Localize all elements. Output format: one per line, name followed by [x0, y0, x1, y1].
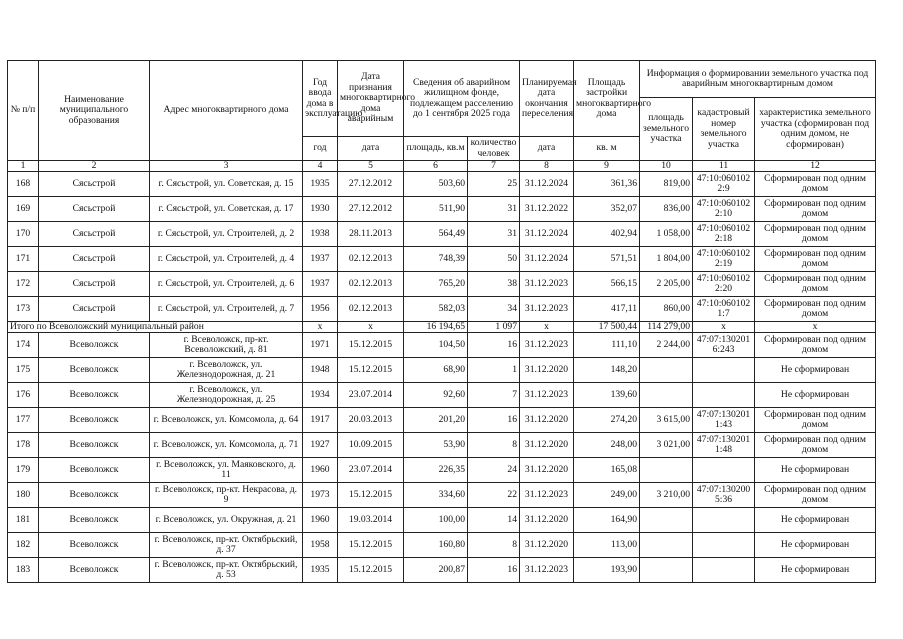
cell-municipality: Сясьстрой [39, 297, 150, 322]
table-row [8, 247, 876, 272]
cell-land-area: 3 021,00 [640, 433, 693, 458]
cell-area: 100,00 [404, 508, 468, 533]
cell-cadastral-number: 47:07:130201 1:43 [693, 408, 755, 433]
cell-planned-date: 31.12.2023 [520, 272, 574, 297]
total-cadastral: х [693, 322, 755, 333]
cell-row-number: 181 [8, 508, 39, 533]
col-number: 11 [693, 161, 755, 172]
cell-municipality: Всеволожск [39, 558, 150, 583]
cell-municipality: Всеволожск [39, 433, 150, 458]
header-address: Адрес многоквартирного дома [150, 61, 303, 161]
cell-year-built: 1937 [303, 272, 338, 297]
cell-area: 160,80 [404, 533, 468, 558]
cell-municipality: Всеволожск [39, 358, 150, 383]
cell-area: 582,03 [404, 297, 468, 322]
cell-land-characteristic: Сформирован под одним домом [755, 333, 876, 358]
cell-recognition-date: 27.12.2012 [338, 172, 404, 197]
header-planned-end: Планируемая дата окончания переселения [520, 61, 574, 137]
cell-address: г. Всеволожск, ул. Железнодорожная, д. 25 [150, 383, 303, 408]
cell-land-area: 860,00 [640, 297, 693, 322]
total-people: 1 097 [468, 322, 520, 333]
cell-row-number: 170 [8, 222, 39, 247]
header-year-built: Год ввода дома в эксплуатацию [303, 61, 338, 137]
total-year: х [303, 322, 338, 333]
cell-people-count: 1 [468, 358, 520, 383]
cell-address: г. Всеволожск, ул. Маяковского, д. 11 [150, 458, 303, 483]
cell-building-area: 249,00 [574, 483, 640, 508]
cell-people-count: 14 [468, 508, 520, 533]
cell-people-count: 7 [468, 383, 520, 408]
cell-year-built: 1938 [303, 222, 338, 247]
cell-planned-date: 31.12.2023 [520, 333, 574, 358]
cell-address: г. Всеволожск, пр-кт. Некрасова, д. 9 [150, 483, 303, 508]
cell-planned-date: 31.12.2020 [520, 433, 574, 458]
table-row [8, 433, 876, 458]
cell-land-characteristic: Сформирован под одним домом [755, 483, 876, 508]
cell-cadastral-number [693, 458, 755, 483]
cell-recognition-date: 15.12.2015 [338, 483, 404, 508]
cell-planned-date: 31.12.2020 [520, 458, 574, 483]
col-number: 5 [338, 161, 404, 172]
total-characteristic: х [755, 322, 876, 333]
cell-land-characteristic: Сформирован под одним домом [755, 433, 876, 458]
column-number-row [8, 161, 876, 172]
total-area: 16 194,65 [404, 322, 468, 333]
cell-building-area: 165,08 [574, 458, 640, 483]
cell-cadastral-number: 47:07:130201 1:48 [693, 433, 755, 458]
cell-address: г. Всеволожск, ул. Железнодорожная, д. 21 [150, 358, 303, 383]
cell-recognition-date: 15.12.2015 [338, 533, 404, 558]
emergency-housing-table [7, 60, 876, 583]
col-number: 2 [39, 161, 150, 172]
table-row [8, 508, 876, 533]
cell-address: г. Всеволожск, ул. Комсомола, д. 64 [150, 408, 303, 433]
cell-people-count: 24 [468, 458, 520, 483]
cell-row-number: 168 [8, 172, 39, 197]
cell-land-area: 819,00 [640, 172, 693, 197]
cell-land-area [640, 383, 693, 408]
table-row [8, 333, 876, 358]
cell-land-characteristic: Не сформирован [755, 458, 876, 483]
cell-row-number: 183 [8, 558, 39, 583]
cell-building-area: 148,20 [574, 358, 640, 383]
cell-land-area: 836,00 [640, 197, 693, 222]
cell-row-number: 177 [8, 408, 39, 433]
cell-municipality: Сясьстрой [39, 172, 150, 197]
table-row [8, 197, 876, 222]
total-land-area: 114 279,00 [640, 322, 693, 333]
header-cadastral: кадастровый номер земельного участка [693, 98, 755, 161]
cell-area: 511,90 [404, 197, 468, 222]
cell-row-number: 175 [8, 358, 39, 383]
cell-row-number: 179 [8, 458, 39, 483]
cell-municipality: Сясьстрой [39, 272, 150, 297]
cell-recognition-date: 27.12.2012 [338, 197, 404, 222]
total-date: х [338, 322, 404, 333]
cell-row-number: 169 [8, 197, 39, 222]
cell-address: г. Сясьстрой, ул. Советская, д. 15 [150, 172, 303, 197]
cell-planned-date: 31.12.2023 [520, 558, 574, 583]
cell-land-area: 3 210,00 [640, 483, 693, 508]
cell-cadastral-number: 47:10:060102 2:20 [693, 272, 755, 297]
cell-year-built: 1960 [303, 508, 338, 533]
col-number: 1 [8, 161, 39, 172]
col-number: 8 [520, 161, 574, 172]
table-row [8, 172, 876, 197]
cell-cadastral-number [693, 558, 755, 583]
cell-year-built: 1927 [303, 433, 338, 458]
table-row [8, 272, 876, 297]
cell-municipality: Сясьстрой [39, 222, 150, 247]
cell-building-area: 566,15 [574, 272, 640, 297]
cell-area: 104,50 [404, 333, 468, 358]
cell-year-built: 1956 [303, 297, 338, 322]
cell-building-area: 352,07 [574, 197, 640, 222]
cell-address: г. Всеволожск, ул. Комсомола, д. 71 [150, 433, 303, 458]
cell-address: г. Сясьстрой, ул. Строителей, д. 4 [150, 247, 303, 272]
col-number: 10 [640, 161, 693, 172]
cell-year-built: 1937 [303, 247, 338, 272]
total-planned: х [520, 322, 574, 333]
cell-cadastral-number: 47:10:060102 2:19 [693, 247, 755, 272]
cell-area: 53,90 [404, 433, 468, 458]
cell-building-area: 274,20 [574, 408, 640, 433]
cell-planned-date: 31.12.2023 [520, 483, 574, 508]
cell-cadastral-number: 47:10:060102 2:18 [693, 222, 755, 247]
cell-row-number: 173 [8, 297, 39, 322]
unit-people: количество человек [468, 137, 520, 161]
cell-people-count: 34 [468, 297, 520, 322]
cell-recognition-date: 28.11.2013 [338, 222, 404, 247]
header-emergency-info: Сведения об аварийном жилищном фонде, подлежащем расселению до 1 сентября 2025 года [404, 61, 520, 137]
cell-people-count: 25 [468, 172, 520, 197]
cell-land-area [640, 358, 693, 383]
col-number: 9 [574, 161, 640, 172]
header-land-char: характеристика земельного участка (сформирован под одним домом, не сформирован) [755, 98, 876, 161]
cell-area: 564,49 [404, 222, 468, 247]
cell-year-built: 1930 [303, 197, 338, 222]
total-building-area: 17 500,44 [574, 322, 640, 333]
cell-cadastral-number: 47:10:060102 1:7 [693, 297, 755, 322]
cell-address: г. Сясьстрой, ул. Советская, д. 17 [150, 197, 303, 222]
cell-land-characteristic: Не сформирован [755, 558, 876, 583]
cell-planned-date: 31.12.2020 [520, 508, 574, 533]
cell-building-area: 248,00 [574, 433, 640, 458]
cell-year-built: 1948 [303, 358, 338, 383]
cell-municipality: Всеволожск [39, 408, 150, 433]
unit-building: кв. м [574, 137, 640, 161]
cell-row-number: 182 [8, 533, 39, 558]
total-row [8, 322, 876, 333]
cell-recognition-date: 15.12.2015 [338, 558, 404, 583]
cell-land-area [640, 508, 693, 533]
cell-cadastral-number [693, 383, 755, 408]
cell-recognition-date: 15.12.2015 [338, 333, 404, 358]
cell-cadastral-number: 47:07:130201 6:243 [693, 333, 755, 358]
cell-land-characteristic: Не сформирован [755, 383, 876, 408]
header-building-area: Площадь застройки многоквартирного дома [574, 61, 640, 137]
cell-area: 201,20 [404, 408, 468, 433]
table-row [8, 458, 876, 483]
cell-people-count: 8 [468, 533, 520, 558]
cell-land-area [640, 533, 693, 558]
cell-municipality: Всеволожск [39, 533, 150, 558]
cell-land-characteristic: Сформирован под одним домом [755, 222, 876, 247]
cell-planned-date: 31.12.2023 [520, 297, 574, 322]
cell-building-area: 113,00 [574, 533, 640, 558]
cell-area: 226,35 [404, 458, 468, 483]
col-number: 12 [755, 161, 876, 172]
cell-building-area: 402,94 [574, 222, 640, 247]
cell-row-number: 172 [8, 272, 39, 297]
cell-address: г. Сясьстрой, ул. Строителей, д. 7 [150, 297, 303, 322]
header-recognition-date: Дата признания многоквартирного дома аварийным [338, 61, 404, 137]
cell-recognition-date: 02.12.2013 [338, 272, 404, 297]
cell-land-area: 3 615,00 [640, 408, 693, 433]
cell-planned-date: 31.12.2020 [520, 358, 574, 383]
cell-municipality: Всеволожск [39, 333, 150, 358]
cell-municipality: Всеволожск [39, 508, 150, 533]
cell-land-area: 1 804,00 [640, 247, 693, 272]
cell-planned-date: 31.12.2024 [520, 172, 574, 197]
cell-year-built: 1973 [303, 483, 338, 508]
cell-area: 765,20 [404, 272, 468, 297]
cell-municipality: Всеволожск [39, 483, 150, 508]
cell-recognition-date: 23.07.2014 [338, 383, 404, 408]
cell-address: г. Всеволожск, пр-кт. Октябрьский, д. 53 [150, 558, 303, 583]
header-municipality: Наименование муниципального образования [39, 61, 150, 161]
table-row [8, 383, 876, 408]
cell-row-number: 171 [8, 247, 39, 272]
cell-year-built: 1971 [303, 333, 338, 358]
cell-building-area: 361,36 [574, 172, 640, 197]
cell-recognition-date: 19.03.2014 [338, 508, 404, 533]
cell-recognition-date: 02.12.2013 [338, 247, 404, 272]
table-row [8, 558, 876, 583]
cell-land-characteristic: Не сформирован [755, 533, 876, 558]
cell-cadastral-number: 47:07:130200 5:36 [693, 483, 755, 508]
cell-row-number: 178 [8, 433, 39, 458]
cell-land-characteristic: Сформирован под одним домом [755, 247, 876, 272]
cell-year-built: 1935 [303, 172, 338, 197]
cell-area: 334,60 [404, 483, 468, 508]
header-num: № п/п [8, 61, 39, 161]
cell-planned-date: 31.12.2023 [520, 383, 574, 408]
cell-land-area [640, 458, 693, 483]
cell-recognition-date: 20.03.2013 [338, 408, 404, 433]
cell-municipality: Сясьстрой [39, 197, 150, 222]
table-row [8, 533, 876, 558]
cell-area: 68,90 [404, 358, 468, 383]
cell-area: 503,60 [404, 172, 468, 197]
table-row [8, 222, 876, 247]
unit-year: год [303, 137, 338, 161]
cell-building-area: 111,10 [574, 333, 640, 358]
unit-area: площадь, кв.м [404, 137, 468, 161]
cell-people-count: 16 [468, 408, 520, 433]
header-land-area: площадь земельного участка [640, 98, 693, 161]
cell-people-count: 8 [468, 433, 520, 458]
header-land-info: Информация о формировании земельного участка под аварийным многоквартирным домом [640, 61, 876, 98]
cell-land-characteristic: Не сформирован [755, 508, 876, 533]
cell-land-characteristic: Сформирован под одним домом [755, 197, 876, 222]
cell-building-area: 417,11 [574, 297, 640, 322]
cell-row-number: 180 [8, 483, 39, 508]
cell-address: г. Всеволожск, пр-кт. Октябрьский, д. 37 [150, 533, 303, 558]
cell-people-count: 38 [468, 272, 520, 297]
cell-address: г. Всеволожск, пр-кт. Всеволожский, д. 81 [150, 333, 303, 358]
cell-year-built: 1917 [303, 408, 338, 433]
cell-land-characteristic: Сформирован под одним домом [755, 272, 876, 297]
cell-building-area: 139,60 [574, 383, 640, 408]
cell-people-count: 50 [468, 247, 520, 272]
cell-year-built: 1960 [303, 458, 338, 483]
cell-people-count: 31 [468, 222, 520, 247]
col-number: 3 [150, 161, 303, 172]
cell-planned-date: 31.12.2020 [520, 533, 574, 558]
cell-municipality: Всеволожск [39, 458, 150, 483]
cell-year-built: 1935 [303, 558, 338, 583]
table-row [8, 358, 876, 383]
cell-cadastral-number: 47:10:060102 2:9 [693, 172, 755, 197]
cell-people-count: 22 [468, 483, 520, 508]
cell-year-built: 1934 [303, 383, 338, 408]
cell-address: г. Всеволожск, ул. Окружная, д. 21 [150, 508, 303, 533]
cell-municipality: Сясьстрой [39, 247, 150, 272]
cell-planned-date: 31.12.2024 [520, 247, 574, 272]
cell-row-number: 176 [8, 383, 39, 408]
cell-cadastral-number [693, 358, 755, 383]
cell-row-number: 174 [8, 333, 39, 358]
cell-recognition-date: 15.12.2015 [338, 358, 404, 383]
cell-recognition-date: 02.12.2013 [338, 297, 404, 322]
table-row [8, 483, 876, 508]
total-label: Итого по Всеволожский муниципальный район [8, 322, 303, 333]
cell-cadastral-number [693, 508, 755, 533]
col-number: 4 [303, 161, 338, 172]
table-row [8, 408, 876, 433]
cell-cadastral-number [693, 533, 755, 558]
cell-year-built: 1958 [303, 533, 338, 558]
cell-recognition-date: 23.07.2014 [338, 458, 404, 483]
cell-land-area: 1 058,00 [640, 222, 693, 247]
cell-address: г. Сясьстрой, ул. Строителей, д. 2 [150, 222, 303, 247]
cell-planned-date: 31.12.2022 [520, 197, 574, 222]
cell-planned-date: 31.12.2020 [520, 408, 574, 433]
cell-building-area: 164,90 [574, 508, 640, 533]
cell-land-characteristic: Сформирован под одним домом [755, 172, 876, 197]
cell-land-area: 2 205,00 [640, 272, 693, 297]
col-number: 7 [468, 161, 520, 172]
cell-planned-date: 31.12.2024 [520, 222, 574, 247]
cell-area: 748,39 [404, 247, 468, 272]
cell-building-area: 571,51 [574, 247, 640, 272]
header-row [8, 61, 876, 98]
cell-building-area: 193,90 [574, 558, 640, 583]
cell-recognition-date: 10.09.2015 [338, 433, 404, 458]
cell-area: 200,87 [404, 558, 468, 583]
cell-cadastral-number: 47:10:060102 2:10 [693, 197, 755, 222]
cell-land-characteristic: Сформирован под одним домом [755, 408, 876, 433]
cell-address: г. Сясьстрой, ул. Строителей, д. 6 [150, 272, 303, 297]
col-number: 6 [404, 161, 468, 172]
cell-land-characteristic: Не сформирован [755, 358, 876, 383]
table-row [8, 297, 876, 322]
cell-land-area: 2 244,00 [640, 333, 693, 358]
unit-planned-date: дата [520, 137, 574, 161]
cell-area: 92,60 [404, 383, 468, 408]
cell-people-count: 16 [468, 333, 520, 358]
document-page [7, 60, 875, 583]
cell-municipality: Всеволожск [39, 383, 150, 408]
cell-people-count: 31 [468, 197, 520, 222]
cell-land-characteristic: Сформирован под одним домом [755, 297, 876, 322]
cell-people-count: 16 [468, 558, 520, 583]
cell-land-area [640, 558, 693, 583]
unit-date: дата [338, 137, 404, 161]
